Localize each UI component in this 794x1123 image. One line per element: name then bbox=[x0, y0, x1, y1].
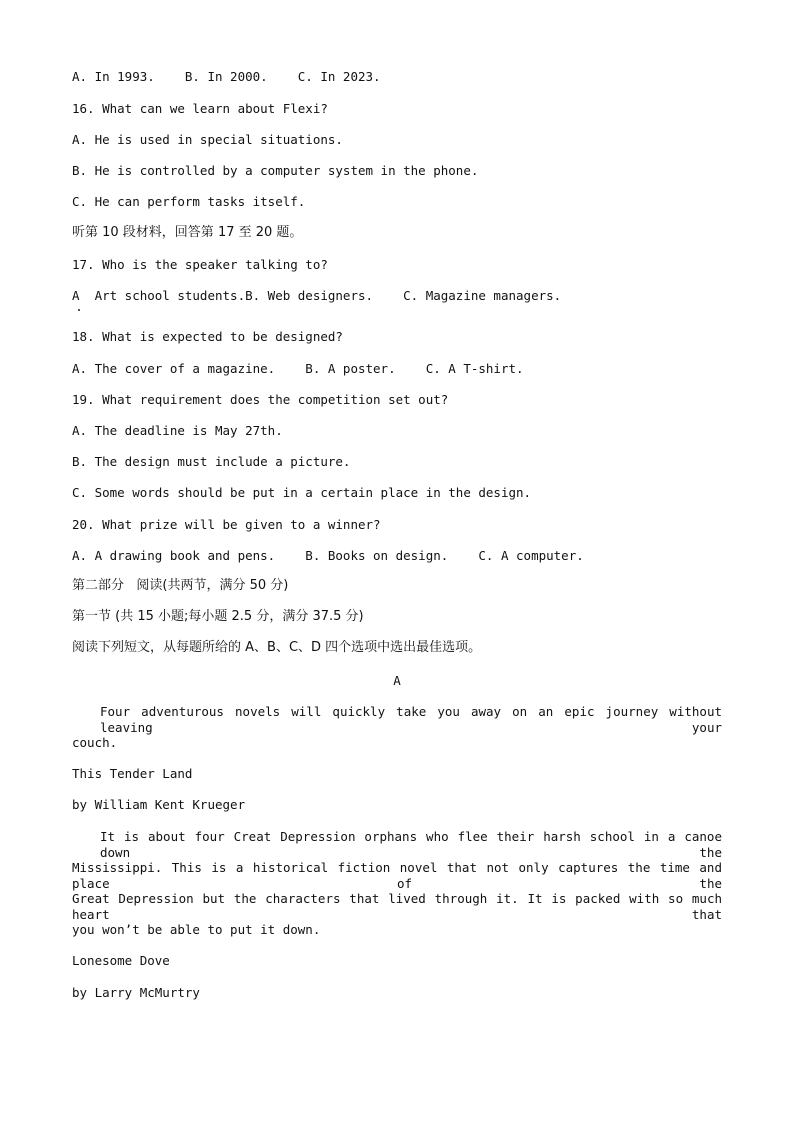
book-1-author: by William Kent Krueger bbox=[72, 797, 246, 812]
passage-label: A bbox=[393, 673, 401, 688]
book-1-desc-line-2: Mississippi. This is a historical fiction novel that not only captures the time and place of the bbox=[72, 860, 722, 891]
q16-question: 16. What can we learn about Flexi? bbox=[72, 101, 328, 116]
part-two-heading: 第二部分 阅读(共两节，满分 50 分) bbox=[72, 578, 289, 593]
q19-option-b: B. The design must include a picture. bbox=[72, 454, 351, 469]
stray-dot bbox=[78, 309, 80, 311]
section-instruction-material-10: 听第 10 段材料，回答第 17 至 20 题。 bbox=[72, 225, 303, 240]
book-1-title: This Tender Land bbox=[72, 766, 193, 781]
q16-option-a: A. He is used in special situations. bbox=[72, 132, 343, 147]
q19-option-c: C. Some words should be put in a certain place in the design. bbox=[72, 485, 532, 500]
passage-intro-line-1: Four adventurous novels will quickly take you away on an epic journey without leaving your bbox=[100, 704, 722, 735]
book-2-author: by Larry McMurtry bbox=[72, 985, 200, 1000]
section-one-heading: 第一节 (共 15 小题;每小题 2.5 分，满分 37.5 分) bbox=[72, 609, 364, 624]
book-1-desc-line-1: It is about four Creat Depression orphans who flee their harsh school in a canoe down the bbox=[100, 829, 722, 860]
q18-options: A. The cover of a magazine. B. A poster. C. A T-shirt. bbox=[72, 361, 524, 376]
book-1-desc-line-4: you won’t be able to put it down. bbox=[72, 922, 321, 937]
q19-question: 19. What requirement does the competition set out? bbox=[72, 392, 449, 407]
q16-option-c: C. He can perform tasks itself. bbox=[72, 194, 306, 209]
q20-options: A. A drawing book and pens. B. Books on design. C. A computer. bbox=[72, 548, 584, 563]
q18-question: 18. What is expected to be designed? bbox=[72, 329, 343, 344]
q20-question: 20. What prize will be given to a winner? bbox=[72, 517, 381, 532]
passage-intro-line-2: couch. bbox=[72, 735, 118, 750]
book-1-desc-line-3: Great Depression but the characters that lived through it. It is packed with so much heart that bbox=[72, 891, 722, 922]
q19-option-a: A. The deadline is May 27th. bbox=[72, 423, 283, 438]
q15-options: A. In 1993. B. In 2000. C. In 2023. bbox=[72, 69, 381, 84]
q17-options: A Art school students.B. Web designers. C. Magazine managers. bbox=[72, 288, 562, 303]
q16-option-b: B. He is controlled by a computer system in the phone. bbox=[72, 163, 479, 178]
q17-question: 17. Who is the speaker talking to? bbox=[72, 257, 328, 272]
book-2-title: Lonesome Dove bbox=[72, 953, 170, 968]
reading-instruction: 阅读下列短文，从每题所给的 A、B、C、D 四个选项中选出最佳选项。 bbox=[72, 640, 482, 655]
